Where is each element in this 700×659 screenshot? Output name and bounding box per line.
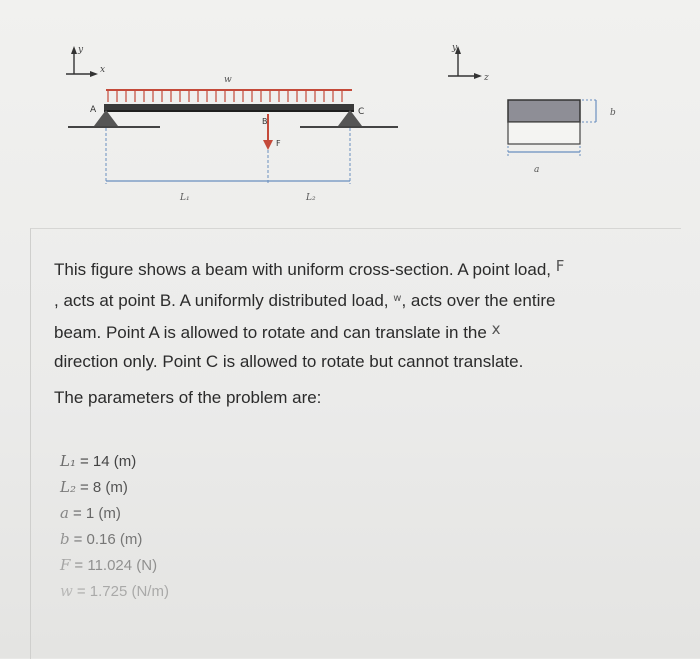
axis-y-label-left: y bbox=[78, 45, 84, 55]
param-symbol: a bbox=[60, 504, 69, 522]
statement-line-3 bbox=[54, 315, 694, 347]
statement-text-2b: , acts over the entire bbox=[401, 291, 556, 310]
param-value: = 8 (m) bbox=[79, 479, 128, 496]
point-A-label: A bbox=[90, 105, 97, 115]
param-symbol: w bbox=[60, 582, 73, 600]
point-C-label: C bbox=[358, 107, 365, 117]
load-w-label: w bbox=[224, 75, 232, 85]
statement-line-4: direction only. Point C is allowed to rotate but cannot translate. bbox=[54, 352, 524, 371]
dim-L2-label: L₂ bbox=[306, 193, 316, 203]
param-F bbox=[60, 556, 169, 582]
point-load-F bbox=[262, 114, 281, 150]
param-symbol: F bbox=[60, 556, 71, 574]
statement-line-2 bbox=[54, 284, 694, 315]
axis-x-label-left: x bbox=[100, 65, 106, 75]
symbol-x: x bbox=[491, 320, 501, 338]
distributed-load bbox=[106, 75, 352, 102]
statement-text-2a: , acts at point B. A uniformly distributed load, bbox=[54, 291, 389, 310]
force-F-label: F bbox=[276, 139, 281, 148]
section-a-label: a bbox=[534, 165, 540, 175]
param-b bbox=[60, 530, 169, 556]
statement-text-1: This figure shows a beam with uniform cross-section. A point load, bbox=[54, 260, 552, 279]
param-symbol: L₁ bbox=[60, 452, 76, 470]
beam bbox=[104, 104, 354, 110]
section-b-label: b bbox=[610, 108, 616, 118]
param-value: = 1 (m) bbox=[72, 505, 121, 522]
axes-icon-left bbox=[66, 45, 105, 77]
symbol-F: F bbox=[555, 257, 565, 275]
beam-figure bbox=[0, 0, 700, 230]
axis-y-label-right: y bbox=[452, 43, 458, 53]
param-value: = 0.16 (m) bbox=[73, 531, 143, 548]
statement-text-3a: beam. Point A is allowed to rotate and can translate in the bbox=[54, 323, 487, 342]
symbol-w: w bbox=[393, 293, 402, 304]
param-symbol: L₂ bbox=[60, 478, 76, 496]
axis-z-label-right: z bbox=[484, 73, 489, 83]
dimension-lines bbox=[106, 128, 350, 203]
beam-underside bbox=[104, 110, 354, 112]
param-w bbox=[60, 582, 169, 608]
param-value: = 14 (m) bbox=[79, 453, 137, 470]
cross-section bbox=[508, 100, 616, 175]
param-symbol: b bbox=[60, 530, 70, 548]
param-L1 bbox=[60, 452, 169, 478]
param-value: = 11.024 (N) bbox=[74, 557, 158, 574]
dim-L1-label: L₁ bbox=[180, 193, 190, 203]
param-a bbox=[60, 504, 169, 530]
parameters-heading: The parameters of the problem are: bbox=[54, 388, 322, 407]
statement-line-1 bbox=[54, 252, 694, 284]
point-B-label: B bbox=[262, 117, 268, 126]
parameter-list bbox=[60, 452, 169, 608]
param-L2 bbox=[60, 478, 169, 504]
axes-icon-right bbox=[448, 43, 489, 83]
problem-statement bbox=[54, 252, 694, 376]
param-value: = 1.725 (N/m) bbox=[76, 583, 169, 600]
